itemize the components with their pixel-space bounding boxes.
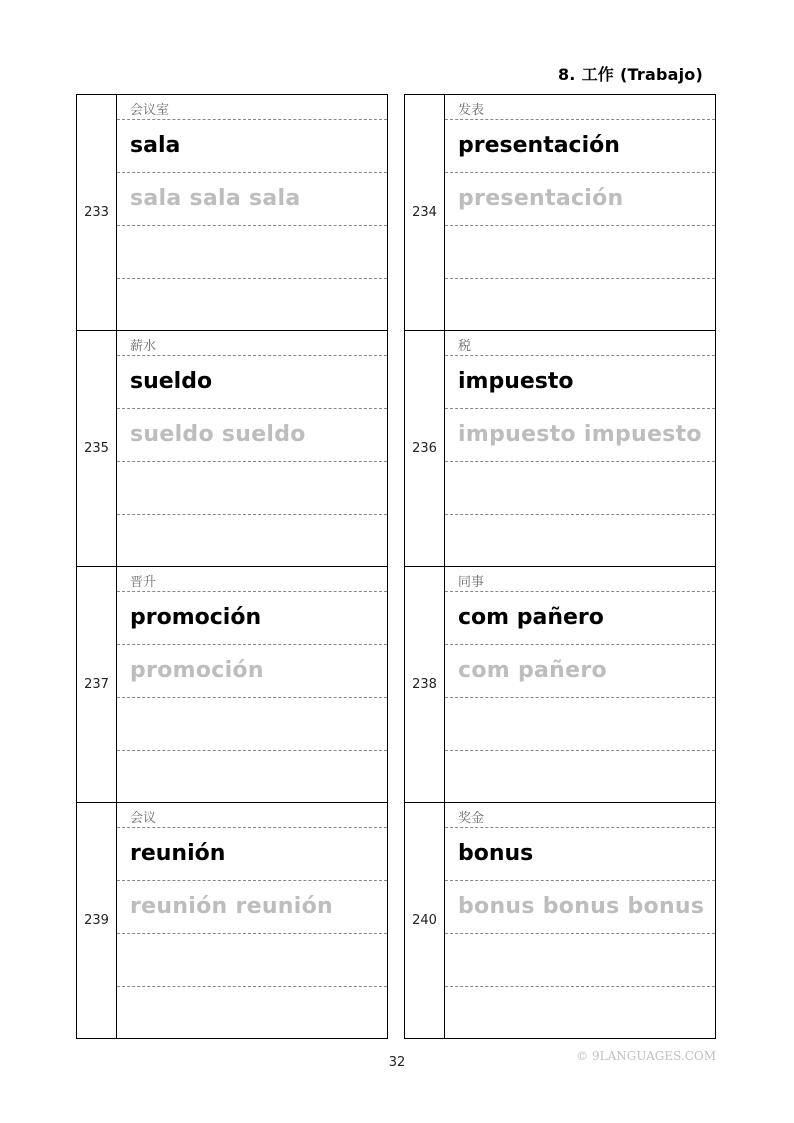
chinese-hint: 薪水 — [130, 339, 157, 354]
number-cell — [77, 331, 117, 566]
spanish-word: sueldo — [130, 369, 213, 394]
number-cell — [405, 803, 445, 1038]
card-number: 235 — [84, 441, 109, 456]
practice-rows — [445, 95, 715, 330]
vocab-card-238 — [404, 566, 716, 802]
blank-writing-line — [117, 698, 387, 751]
blank-writing-line — [117, 515, 387, 568]
trace-word: sala sala sala — [130, 186, 301, 211]
card-number: 240 — [412, 913, 437, 928]
vocab-card-240 — [404, 802, 716, 1039]
practice-rows — [117, 331, 387, 566]
chinese-hint: 会议室 — [130, 103, 170, 118]
chinese-hint: 发表 — [458, 103, 485, 118]
chapter-spanish: (Trabajo) — [620, 65, 703, 84]
blank-writing-line — [445, 751, 715, 804]
copyright-watermark: © 9LANGUAGES.COM — [576, 1049, 716, 1063]
trace-word: sueldo sueldo — [130, 422, 306, 447]
vocab-card-235 — [76, 330, 388, 566]
number-cell — [405, 95, 445, 330]
spanish-word: sala — [130, 133, 181, 158]
vocab-card-239 — [76, 802, 388, 1039]
blank-writing-line — [445, 987, 715, 1040]
right-column — [404, 94, 716, 1039]
vocab-card-234 — [404, 94, 716, 330]
practice-rows — [445, 331, 715, 566]
card-number: 237 — [84, 677, 109, 692]
blank-writing-line — [445, 698, 715, 751]
blank-writing-line — [117, 226, 387, 279]
chinese-hint: 晋升 — [130, 575, 157, 590]
chapter-title — [558, 62, 703, 85]
chapter-chinese: 工作 — [581, 65, 614, 84]
spanish-word: com pañero — [458, 605, 604, 630]
chinese-hint: 税 — [458, 339, 472, 354]
number-cell — [77, 803, 117, 1038]
spanish-word: impuesto — [458, 369, 574, 394]
card-number: 236 — [412, 441, 437, 456]
practice-rows — [445, 803, 715, 1038]
chinese-hint: 会议 — [130, 811, 157, 826]
chapter-number: 8. — [557, 65, 576, 84]
practice-rows — [117, 567, 387, 802]
number-cell — [77, 567, 117, 802]
chinese-hint: 同事 — [458, 575, 485, 590]
blank-writing-line — [117, 934, 387, 987]
trace-word: bonus bonus bonus — [458, 894, 705, 919]
page-number: 32 — [388, 1055, 406, 1070]
trace-word: com pañero — [458, 658, 607, 683]
number-cell — [77, 95, 117, 330]
blank-writing-line — [117, 751, 387, 804]
blank-writing-line — [445, 515, 715, 568]
practice-rows — [117, 803, 387, 1038]
spanish-word: bonus — [458, 841, 534, 866]
chinese-hint: 奖金 — [458, 811, 485, 826]
number-cell — [405, 331, 445, 566]
card-number: 234 — [412, 205, 437, 220]
blank-writing-line — [117, 987, 387, 1040]
trace-word: reunión reunión — [130, 894, 333, 919]
trace-word: impuesto impuesto — [458, 422, 702, 447]
number-cell — [405, 567, 445, 802]
trace-word: promoción — [130, 658, 264, 683]
practice-rows — [445, 567, 715, 802]
blank-writing-line — [117, 279, 387, 332]
card-number: 238 — [412, 677, 437, 692]
blank-writing-line — [117, 462, 387, 515]
blank-writing-line — [445, 279, 715, 332]
spanish-word: promoción — [130, 605, 262, 630]
vocab-card-237 — [76, 566, 388, 802]
blank-writing-line — [445, 934, 715, 987]
spanish-word: reunión — [130, 841, 226, 866]
blank-writing-line — [445, 462, 715, 515]
trace-word: presentación — [458, 186, 624, 211]
card-number: 233 — [84, 205, 109, 220]
vocab-card-236 — [404, 330, 716, 566]
vocab-card-233 — [76, 94, 388, 330]
blank-writing-line — [445, 226, 715, 279]
left-column — [76, 94, 388, 1039]
spanish-word: presentación — [458, 133, 620, 158]
practice-rows — [117, 95, 387, 330]
card-number: 239 — [84, 913, 109, 928]
